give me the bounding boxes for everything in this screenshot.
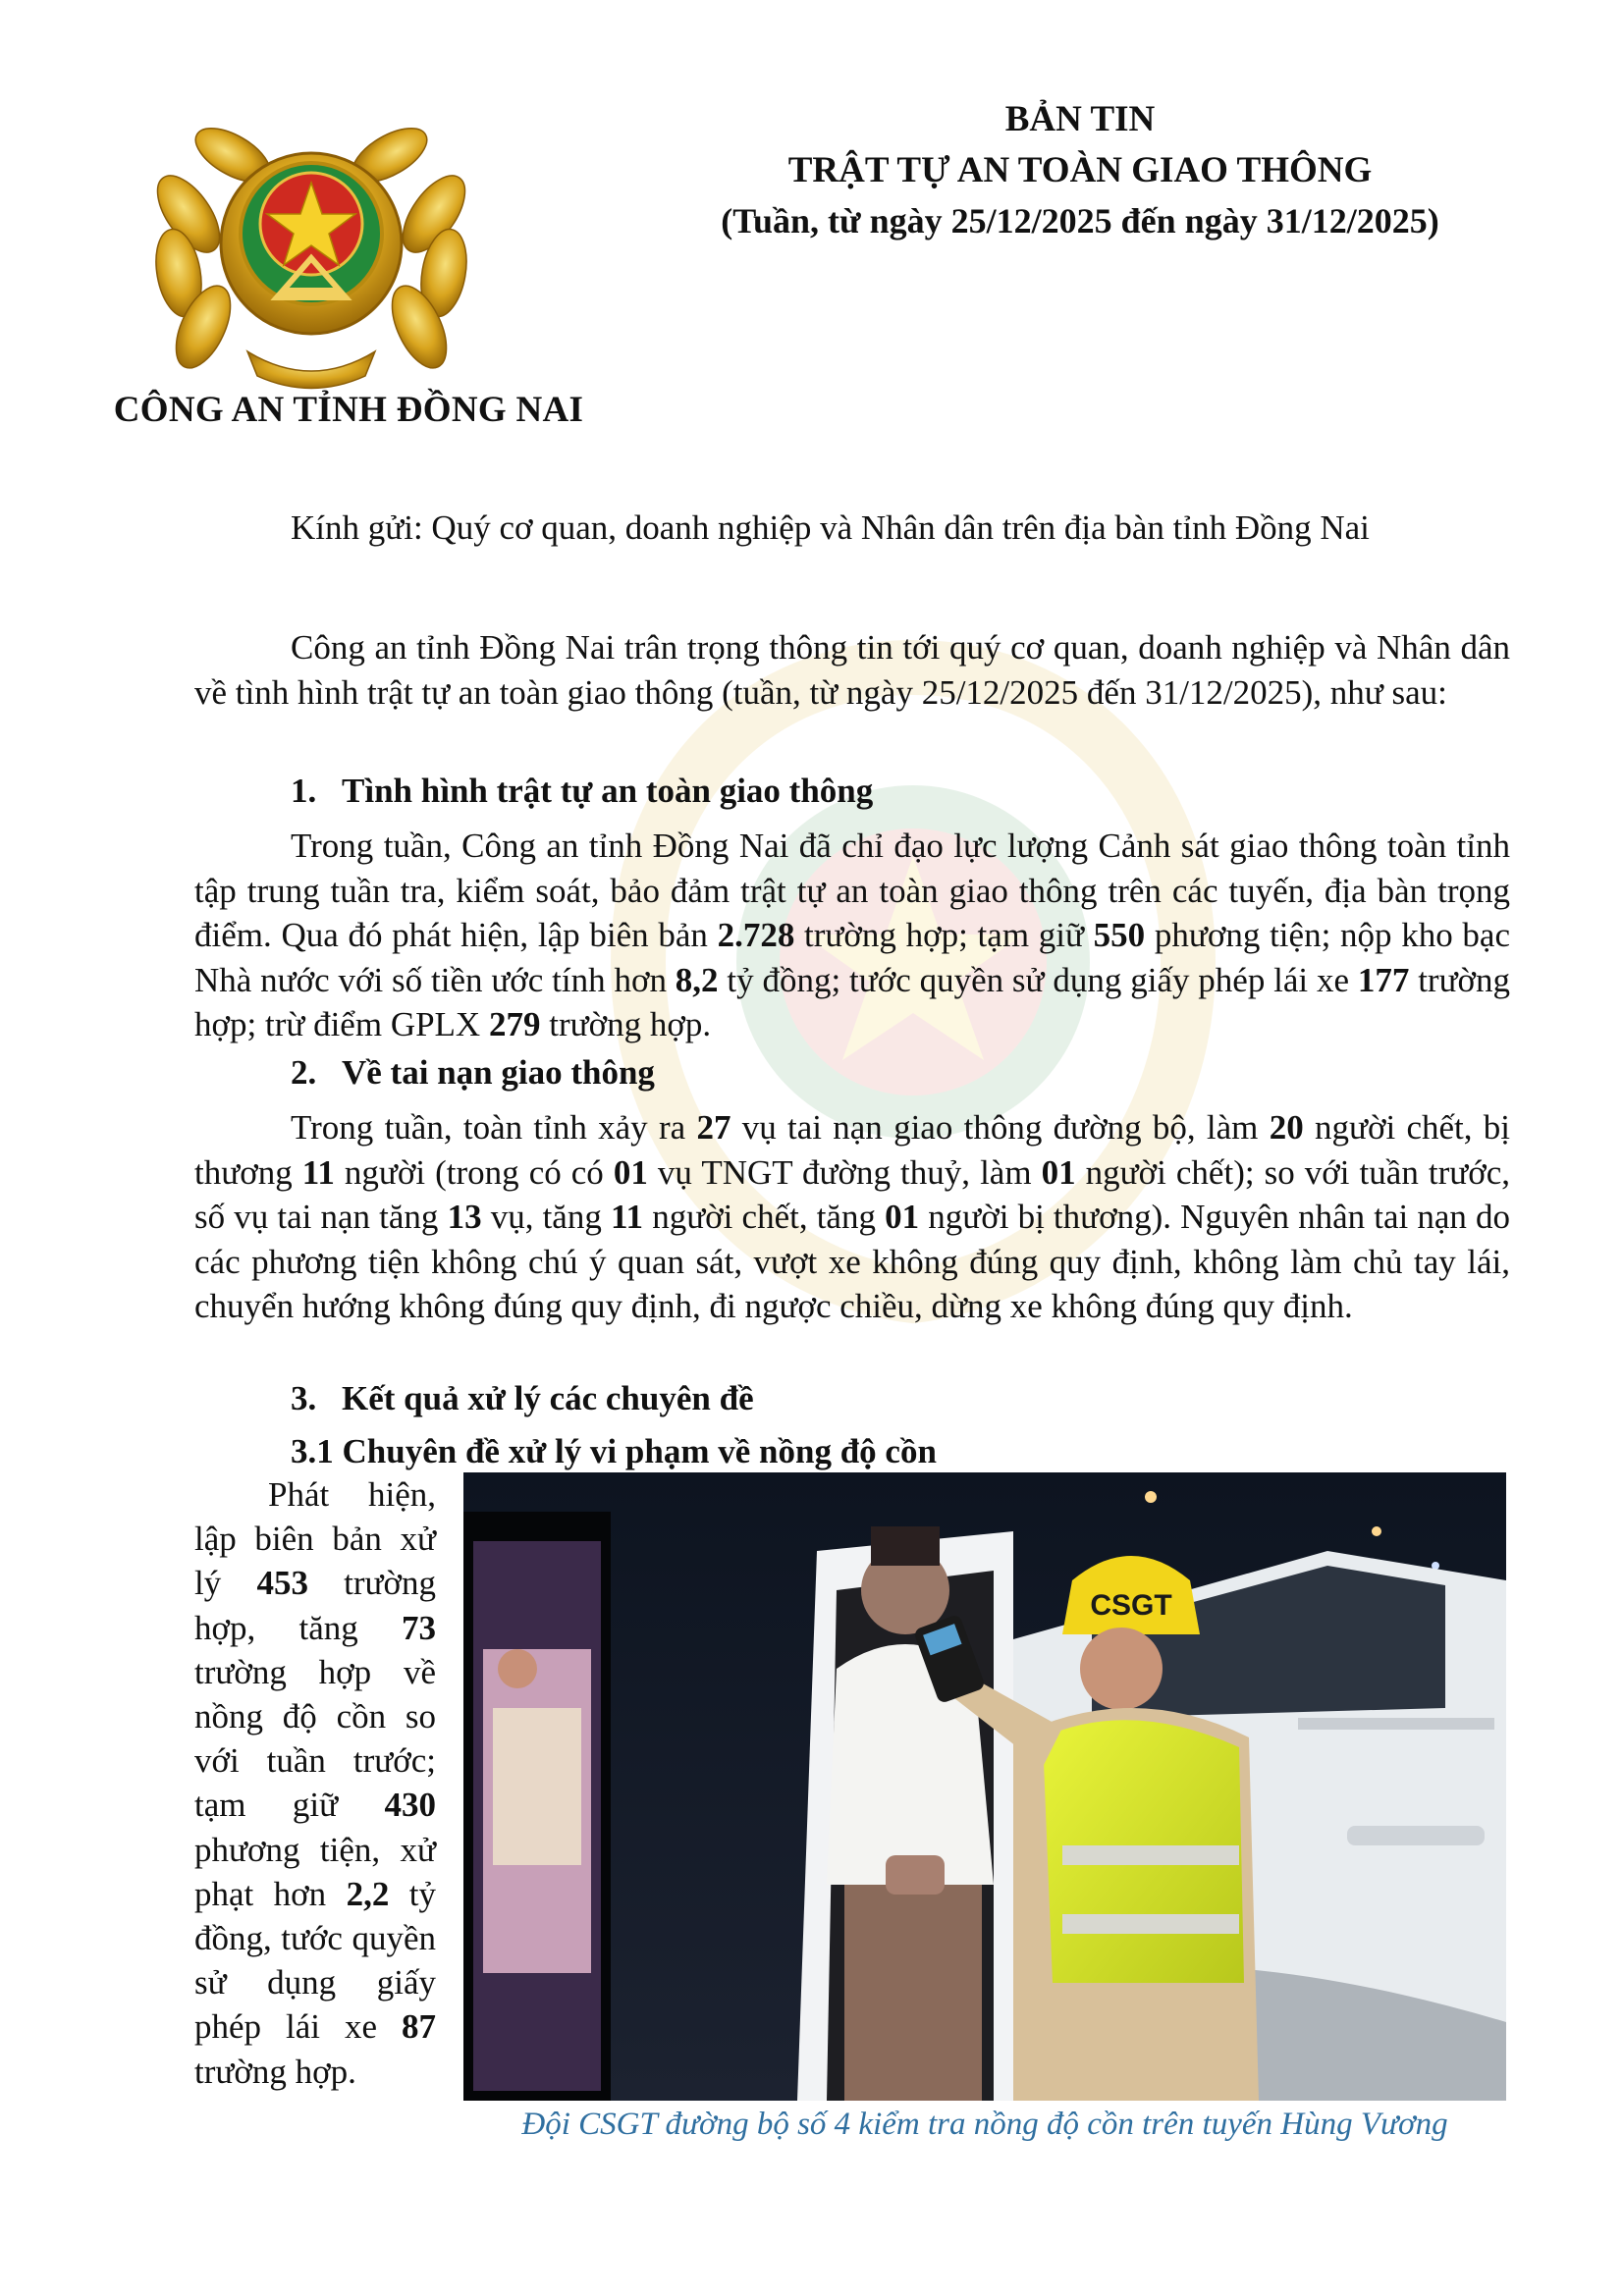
section-2-paragraph: Trong tuần, toàn tỉnh xảy ra 27 vụ tai nạn giao thông đường bộ, làm 20 người chết, bị thương 11 người (trong có có 01 vụ TNGT đường thuỷ, làm 01 người chết); so với tuần trước, số vụ tai nạn tăng 13 vụ, tăng 11 người chết, tăng 01 người bị thương). Nguyên nhân tai nạn do các phương tiện không chú ý quan sát, vượt xe không đúng quy định, không làm chủ tay lái, chuyển hướng không đúng quy định, đi ngược chiều, dừng xe không đúng quy định.	[194, 1108, 1511, 1325]
section-1-paragraph: Trong tuần, Công an tỉnh Đồng Nai đã chỉ đạo lực lượng Cảnh sát giao thông toàn tỉnh tập trung tuần tra, kiểm soát, bảo đảm trật tự an toàn giao thông trên các tuyến, địa bàn trọng điểm. Qua đó phát hiện, lập biên bản 2.728 trường hợp; tạm giữ 550 phương tiện; nộp kho bạc Nhà nước với số tiền ước tính hơn 8,2 tỷ đồng; tước quyền sử dụng giấy phép lái xe 177 trường hợp; trừ điểm GPLX 279 trường hợp.	[194, 827, 1511, 1043]
bulletin-subtitle: TRẬT TỰ AN TOÀN GIAO THÔNG	[787, 150, 1373, 190]
bulletin-date-range: (Tuần, từ ngày 25/12/2025 đến ngày 31/12/2025)	[721, 201, 1439, 240]
section-2-heading: 2. Về tai nạn giao thông	[291, 1053, 655, 1092]
helmet-label: CSGT	[1090, 1589, 1172, 1622]
section-1-heading: 1. Tình hình trật tự an toàn giao thông	[291, 772, 874, 810]
greeting: Kính gửi: Quý cơ quan, doanh nghiệp và Nhân dân trên địa bàn tỉnh Đồng Nai	[291, 508, 1370, 547]
police-emblem-icon	[130, 96, 493, 391]
agency-name: CÔNG AN TỈNH ĐỒNG NAI	[113, 390, 584, 430]
photo-caption: Đội CSGT đường bộ số 4 kiểm tra nồng độ cồn trên tuyến Hùng Vương	[521, 2107, 1448, 2142]
section-3-1-heading: 3.1 Chuyên đề xử lý vi phạm về nồng độ cồn	[291, 1432, 937, 1470]
section-3-1-paragraph: Phát hiện, lập biên bản xử lý 453 trường hợp, tăng 73 trường hợp về nồng độ cồn so với tuần trước; tạm giữ 430 phương tiện, xử phạt hơn 2,2 tỷ đồng, tước quyền sử dụng giấy phép lái xe 87 trường hợp.	[194, 1475, 437, 2091]
intro-paragraph: Công an tỉnh Đồng Nai trân trọng thông tin tới quý cơ quan, doanh nghiệp và Nhân dân về tình hình trật tự an toàn giao thông (tuần, từ ngày 25/12/2025 đến 31/12/2025), như sau:	[194, 628, 1510, 712]
checkpoint-photo	[463, 1472, 1506, 2101]
bulletin-title: BẢN TIN	[1004, 99, 1156, 139]
section-3-heading: 3. Kết quả xử lý các chuyên đề	[291, 1379, 754, 1417]
